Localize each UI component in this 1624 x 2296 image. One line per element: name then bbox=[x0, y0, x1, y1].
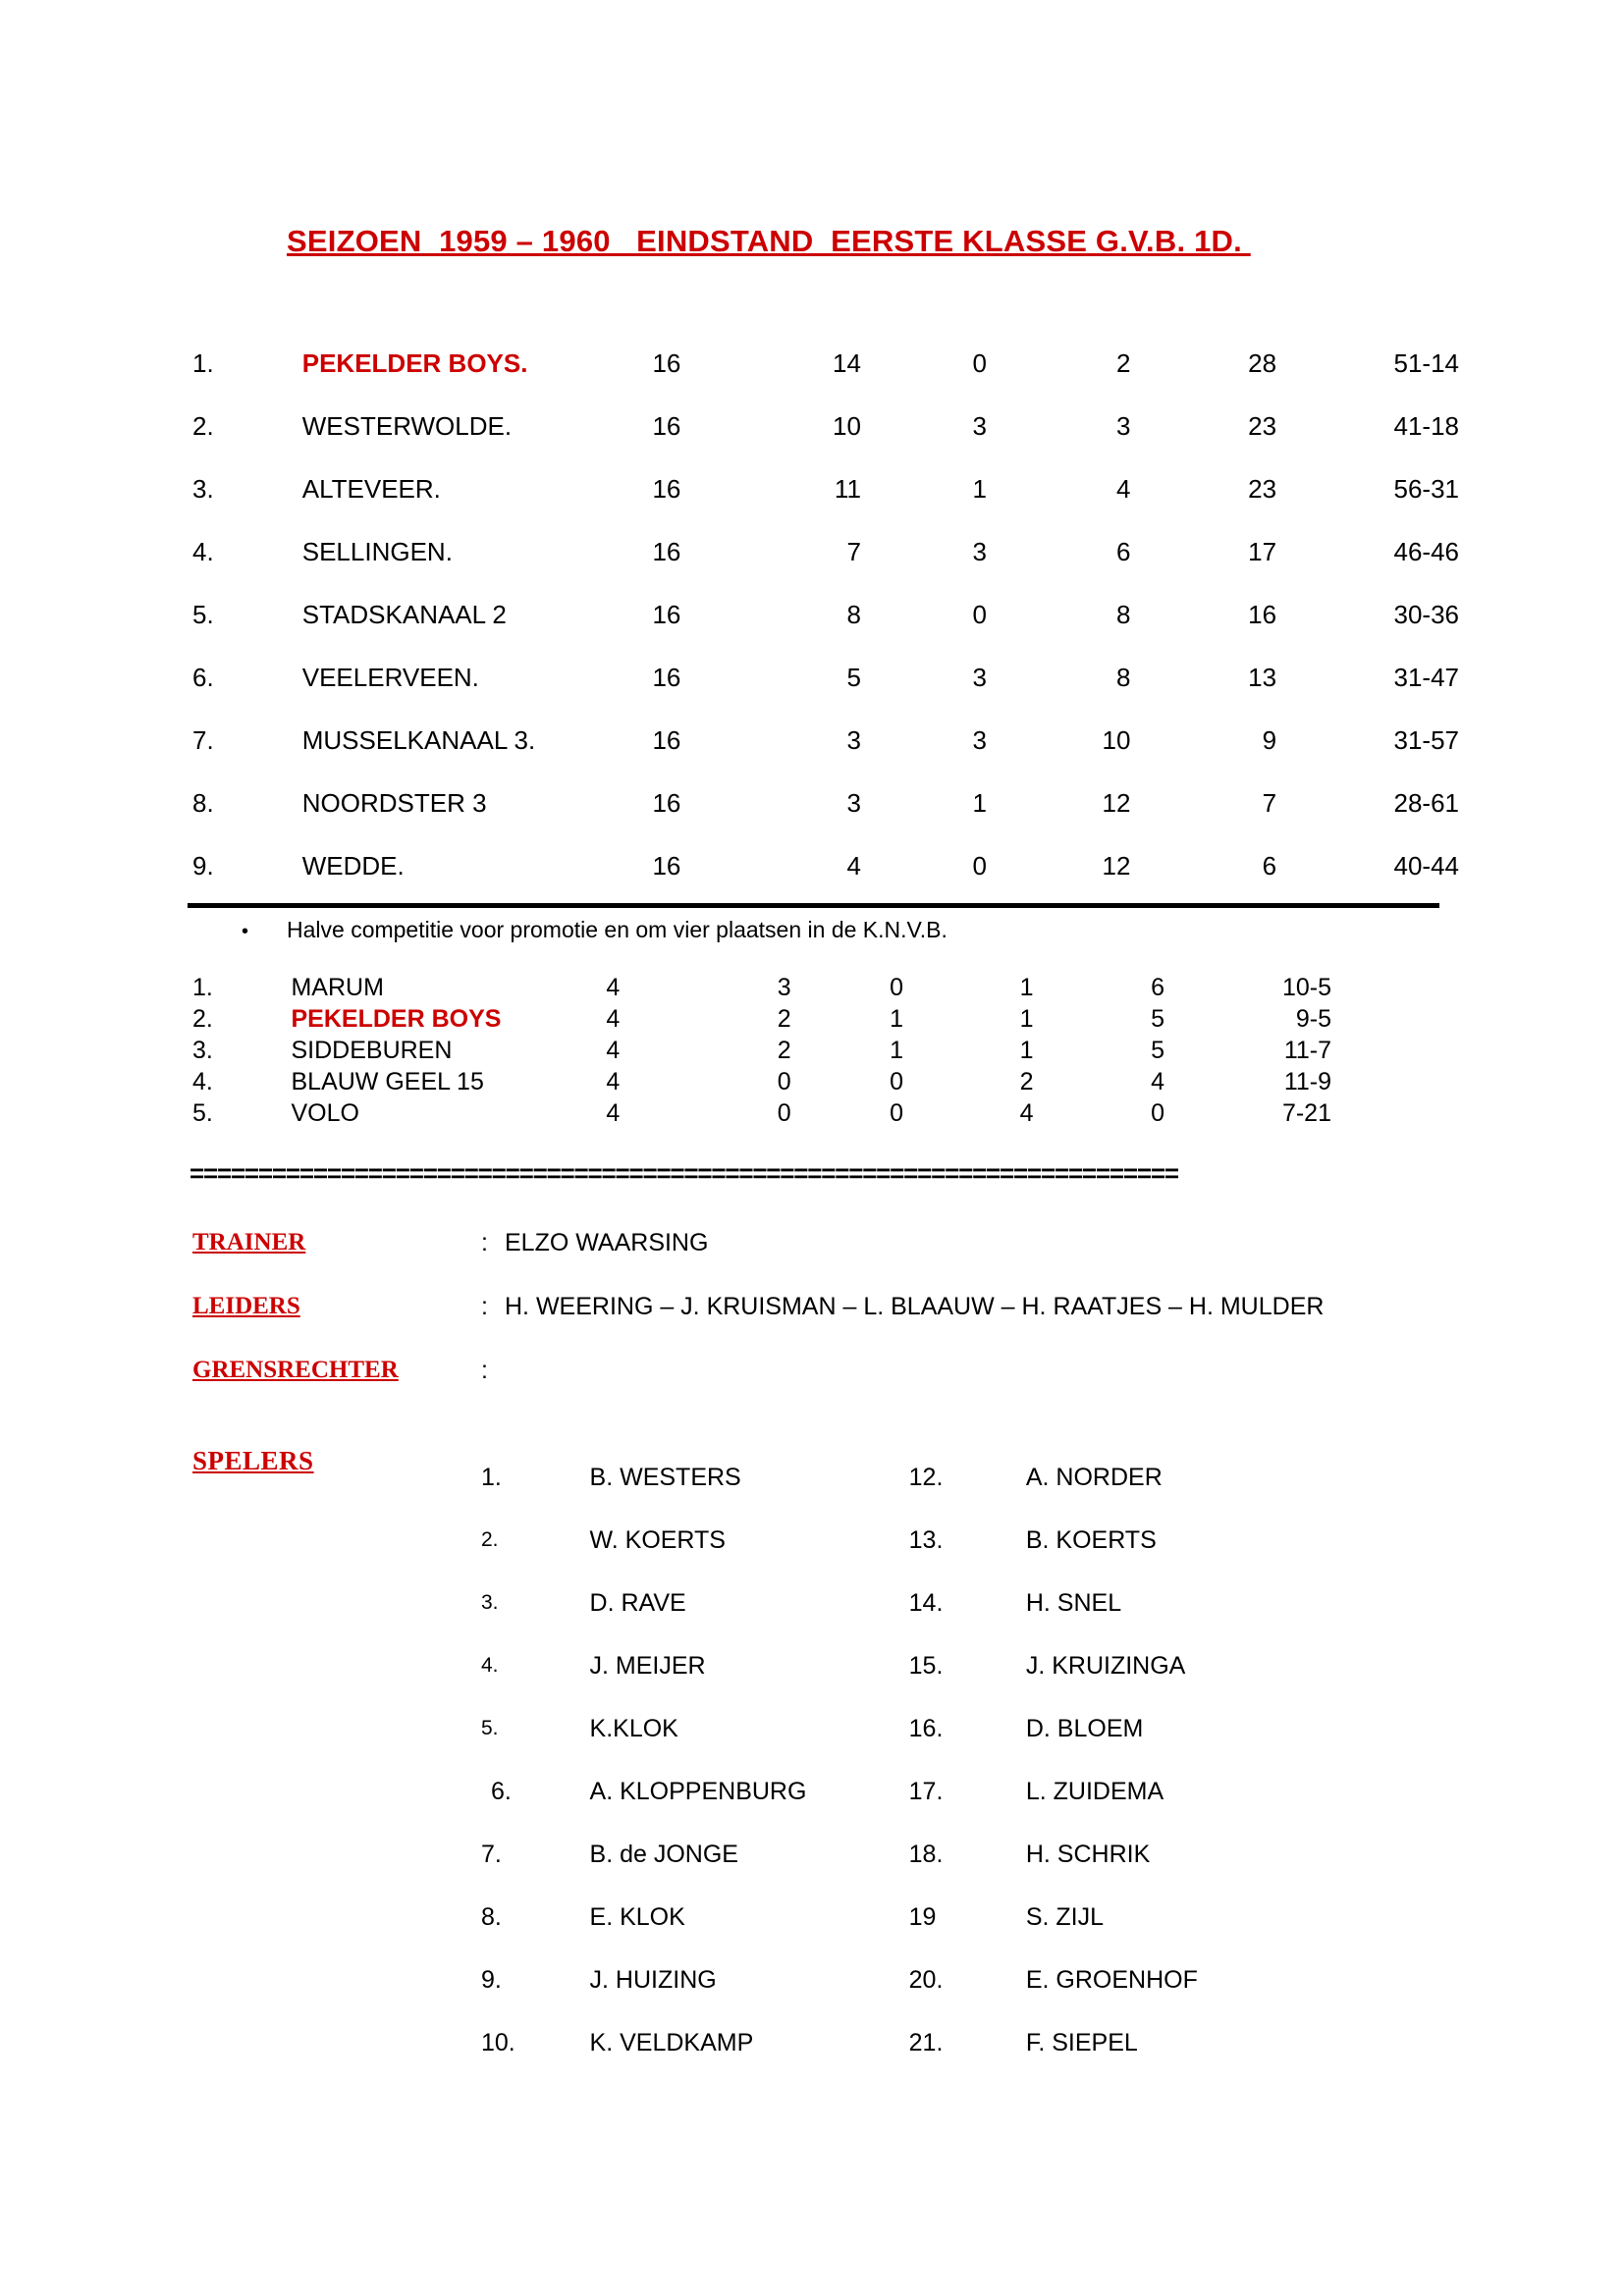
promotion-matches-drawn: 0 bbox=[890, 1099, 904, 1127]
promotion-matches-drawn: 0 bbox=[890, 1068, 904, 1095]
standings-position: 4. bbox=[192, 536, 214, 566]
standings-points: 13 bbox=[1248, 662, 1277, 692]
player-number-right: 13. bbox=[908, 1525, 944, 1554]
trainer-colon: : bbox=[481, 1229, 488, 1256]
player-number-left: 2. bbox=[481, 1528, 499, 1551]
player-name-right: E. GROENHOF bbox=[1025, 1965, 1198, 1994]
standings-matches-drawn: 1 bbox=[972, 473, 987, 504]
standings-matches-won: 11 bbox=[834, 473, 861, 504]
promotion-matches-played: 4 bbox=[606, 1005, 621, 1033]
promotion-position: 1. bbox=[192, 974, 213, 1001]
standings-goal-ratio: 31-47 bbox=[1393, 662, 1459, 692]
standings-goal-ratio: 31-57 bbox=[1393, 724, 1459, 755]
standings-matches-lost: 6 bbox=[1115, 536, 1131, 566]
standings-position: 5. bbox=[192, 599, 214, 629]
promotion-goal-ratio: 11-7 bbox=[1283, 1037, 1331, 1064]
standings-position: 8. bbox=[192, 787, 214, 818]
standings-matches-played: 16 bbox=[652, 347, 681, 378]
player-name-left: D. RAVE bbox=[589, 1588, 686, 1617]
promotion-points: 5 bbox=[1151, 1005, 1164, 1033]
standings-matches-played: 16 bbox=[652, 787, 681, 818]
promotion-points: 6 bbox=[1151, 974, 1164, 1001]
final-standings-table bbox=[192, 332, 1459, 897]
promotion-matches-lost: 2 bbox=[1019, 1068, 1034, 1095]
table-row bbox=[192, 1003, 1331, 1035]
standings-matches-played: 16 bbox=[652, 724, 681, 755]
standings-team-name: MUSSELKANAAL 3. bbox=[301, 724, 536, 755]
player-name-left: B. de JONGE bbox=[589, 1840, 738, 1868]
promotion-note-text: Halve competitie voor promotie en om vier plaatsen in de K.N.V.B. bbox=[287, 917, 947, 942]
promotion-matches-drawn: 1 bbox=[890, 1037, 904, 1064]
standings-matches-lost: 3 bbox=[1115, 410, 1131, 441]
table-row bbox=[192, 583, 1459, 646]
standings-matches-lost: 12 bbox=[1102, 850, 1131, 881]
promotion-matches-lost: 4 bbox=[1019, 1099, 1034, 1127]
standings-matches-drawn: 0 bbox=[972, 347, 987, 378]
player-name-right: L. ZUIDEMA bbox=[1025, 1777, 1164, 1805]
grensrechter-colon: : bbox=[481, 1357, 488, 1384]
standings-team-name: WEDDE. bbox=[301, 850, 405, 881]
table-row bbox=[192, 332, 1459, 395]
table-row bbox=[192, 709, 1459, 772]
player-name-left: J. HUIZING bbox=[589, 1965, 717, 1994]
player-row bbox=[481, 1509, 1345, 1572]
player-number-left: 9. bbox=[481, 1965, 502, 1994]
standings-points: 28 bbox=[1248, 347, 1277, 378]
player-number-left: 3. bbox=[481, 1591, 499, 1614]
promotion-points: 4 bbox=[1151, 1068, 1164, 1095]
standings-matches-won: 10 bbox=[833, 410, 861, 441]
promotion-matches-drawn: 0 bbox=[890, 974, 904, 1001]
standings-matches-drawn: 3 bbox=[972, 724, 987, 755]
promotion-position: 5. bbox=[192, 1099, 213, 1127]
standings-matches-lost: 4 bbox=[1115, 473, 1131, 504]
promotion-matches-won: 3 bbox=[777, 974, 791, 1001]
table-row bbox=[192, 646, 1459, 709]
promotion-standings-table bbox=[192, 972, 1331, 1129]
player-row bbox=[481, 1446, 1345, 1509]
players-table bbox=[481, 1446, 1345, 2074]
standings-goal-ratio: 46-46 bbox=[1393, 536, 1459, 566]
player-number-left: 10. bbox=[481, 2028, 515, 2056]
promotion-team-name: MARUM bbox=[291, 974, 384, 1001]
player-row bbox=[481, 1697, 1345, 1760]
player-number-left: 1. bbox=[481, 1463, 502, 1491]
player-name-right: B. KOERTS bbox=[1025, 1525, 1157, 1554]
standings-goal-ratio: 40-44 bbox=[1393, 850, 1459, 881]
player-number-left: 4. bbox=[481, 1654, 499, 1677]
players-label: SPELERS bbox=[192, 1446, 314, 1475]
player-number-left: 8. bbox=[481, 1902, 502, 1931]
player-row bbox=[481, 2011, 1345, 2074]
player-name-right: H. SNEL bbox=[1025, 1588, 1122, 1617]
standings-matches-played: 16 bbox=[652, 662, 681, 692]
player-name-left: A. KLOPPENBURG bbox=[589, 1777, 807, 1805]
standings-matches-lost: 2 bbox=[1115, 347, 1131, 378]
standings-points: 23 bbox=[1248, 473, 1277, 504]
promotion-standings-body bbox=[192, 972, 1331, 1129]
standings-position: 7. bbox=[192, 724, 214, 755]
standings-position: 9. bbox=[192, 850, 214, 881]
player-number-right: 17. bbox=[908, 1777, 944, 1805]
standings-matches-won: 7 bbox=[846, 536, 861, 566]
table-row bbox=[192, 1066, 1331, 1097]
standings-team-name: SELLINGEN. bbox=[301, 536, 453, 566]
promotion-team-name: VOLO bbox=[291, 1099, 359, 1127]
standings-matches-lost: 8 bbox=[1115, 662, 1131, 692]
table-row bbox=[192, 457, 1459, 520]
bullet-icon: • bbox=[242, 921, 249, 942]
promotion-goal-ratio: 11-9 bbox=[1283, 1068, 1331, 1095]
table-row bbox=[192, 1097, 1331, 1129]
player-number-left: 5. bbox=[481, 1717, 499, 1739]
standings-matches-lost: 10 bbox=[1102, 724, 1131, 755]
promotion-matches-won: 0 bbox=[777, 1099, 791, 1127]
final-standings-body bbox=[192, 332, 1459, 897]
standings-team-name: VEELERVEEN. bbox=[301, 662, 479, 692]
standings-matches-won: 14 bbox=[833, 347, 861, 378]
standings-points: 9 bbox=[1262, 724, 1277, 755]
promotion-matches-lost: 1 bbox=[1019, 1037, 1034, 1064]
horizontal-rule bbox=[188, 903, 1439, 908]
leiders-label: LEIDERS bbox=[192, 1293, 300, 1319]
standings-matches-won: 3 bbox=[846, 787, 861, 818]
promotion-matches-won: 2 bbox=[777, 1037, 791, 1064]
standings-matches-played: 16 bbox=[652, 599, 681, 629]
player-name-left: W. KOERTS bbox=[589, 1525, 726, 1554]
standings-matches-drawn: 3 bbox=[972, 410, 987, 441]
table-row bbox=[192, 772, 1459, 834]
standings-points: 7 bbox=[1262, 787, 1277, 818]
player-name-right: D. BLOEM bbox=[1025, 1714, 1144, 1742]
standings-matches-won: 3 bbox=[846, 724, 861, 755]
standings-points: 16 bbox=[1248, 599, 1277, 629]
player-name-right: H. SCHRIK bbox=[1025, 1840, 1151, 1868]
standings-matches-played: 16 bbox=[652, 850, 681, 881]
player-row bbox=[481, 1634, 1345, 1697]
promotion-matches-lost: 1 bbox=[1019, 974, 1034, 1001]
standings-matches-lost: 8 bbox=[1115, 599, 1131, 629]
standings-matches-drawn: 3 bbox=[972, 536, 987, 566]
standings-matches-drawn: 0 bbox=[972, 599, 987, 629]
standings-points: 23 bbox=[1248, 410, 1277, 441]
player-number-right: 15. bbox=[908, 1651, 944, 1680]
player-row bbox=[481, 1949, 1345, 2011]
player-number-right: 18. bbox=[908, 1840, 944, 1868]
promotion-matches-played: 4 bbox=[606, 1037, 621, 1064]
promotion-matches-won: 0 bbox=[777, 1068, 791, 1095]
promotion-note bbox=[242, 917, 947, 943]
standings-team-name: NOORDSTER 3 bbox=[301, 787, 487, 818]
standings-position: 6. bbox=[192, 662, 214, 692]
standings-matches-won: 5 bbox=[846, 662, 861, 692]
standings-goal-ratio: 51-14 bbox=[1393, 347, 1459, 378]
standings-position: 2. bbox=[192, 410, 214, 441]
standings-matches-played: 16 bbox=[652, 536, 681, 566]
standings-position: 1. bbox=[192, 347, 214, 378]
player-row bbox=[481, 1886, 1345, 1949]
promotion-position: 3. bbox=[192, 1037, 213, 1064]
standings-team-name: STADSKANAAL 2 bbox=[301, 599, 507, 629]
standings-matches-played: 16 bbox=[652, 410, 681, 441]
equals-separator: ======================================================================== bbox=[189, 1158, 1178, 1188]
standings-matches-won: 8 bbox=[846, 599, 861, 629]
standings-goal-ratio: 28-61 bbox=[1393, 787, 1459, 818]
player-number-right: 19 bbox=[908, 1902, 937, 1931]
standings-matches-drawn: 1 bbox=[972, 787, 987, 818]
player-name-left: J. MEIJER bbox=[589, 1651, 706, 1680]
standings-matches-drawn: 0 bbox=[972, 850, 987, 881]
standings-team-name: WESTERWOLDE. bbox=[301, 410, 513, 441]
promotion-matches-played: 4 bbox=[606, 974, 621, 1001]
standings-team-name: PEKELDER BOYS. bbox=[301, 347, 528, 378]
table-row bbox=[192, 1035, 1331, 1066]
player-name-left: B. WESTERS bbox=[589, 1463, 741, 1491]
promotion-team-name: BLAUW GEEL 15 bbox=[291, 1068, 484, 1095]
standings-matches-drawn: 3 bbox=[972, 662, 987, 692]
promotion-points: 0 bbox=[1151, 1099, 1164, 1127]
standings-matches-won: 4 bbox=[846, 850, 861, 881]
promotion-matches-drawn: 1 bbox=[890, 1005, 904, 1033]
standings-goal-ratio: 30-36 bbox=[1393, 599, 1459, 629]
player-number-left: 7. bbox=[481, 1840, 502, 1868]
standings-goal-ratio: 41-18 bbox=[1393, 410, 1459, 441]
standings-matches-lost: 12 bbox=[1102, 787, 1131, 818]
player-name-right: F. SIEPEL bbox=[1025, 2028, 1138, 2056]
promotion-team-name: PEKELDER BOYS bbox=[291, 1005, 502, 1033]
table-row bbox=[192, 972, 1331, 1003]
player-name-right: J. KRUIZINGA bbox=[1025, 1651, 1186, 1680]
page-title: SEIZOEN 1959 – 1960 EINDSTAND EERSTE KLASSE G.V.B. 1D. bbox=[287, 224, 1251, 258]
player-number-right: 20. bbox=[908, 1965, 944, 1994]
player-row bbox=[481, 1760, 1345, 1823]
trainer-value: ELZO WAARSING bbox=[505, 1229, 709, 1256]
promotion-matches-lost: 1 bbox=[1019, 1005, 1034, 1033]
player-name-left: E. KLOK bbox=[589, 1902, 685, 1931]
table-row bbox=[192, 395, 1459, 457]
player-name-right: A. NORDER bbox=[1025, 1463, 1163, 1491]
leiders-value: H. WEERING – J. KRUISMAN – L. BLAAUW – H. RAATJES – H. MULDER bbox=[505, 1293, 1325, 1320]
player-name-left: K. VELDKAMP bbox=[589, 2028, 754, 2056]
trainer-label: TRAINER bbox=[192, 1229, 306, 1255]
player-name-left: K.KLOK bbox=[589, 1714, 678, 1742]
standings-team-name: ALTEVEER. bbox=[301, 473, 441, 504]
promotion-matches-played: 4 bbox=[606, 1099, 621, 1127]
standings-goal-ratio: 56-31 bbox=[1393, 473, 1459, 504]
promotion-team-name: SIDDEBUREN bbox=[291, 1037, 453, 1064]
promotion-position: 4. bbox=[192, 1068, 213, 1095]
promotion-matches-won: 2 bbox=[777, 1005, 791, 1033]
promotion-matches-played: 4 bbox=[606, 1068, 621, 1095]
promotion-position: 2. bbox=[192, 1005, 213, 1033]
standings-points: 6 bbox=[1262, 850, 1277, 881]
player-name-right: S. ZIJL bbox=[1025, 1902, 1105, 1931]
player-row bbox=[481, 1823, 1345, 1886]
player-number-left: 6. bbox=[491, 1777, 512, 1805]
player-number-right: 12. bbox=[908, 1463, 944, 1491]
player-number-right: 16. bbox=[908, 1714, 944, 1742]
grensrechter-label: GRENSRECHTER bbox=[192, 1357, 399, 1383]
promotion-goal-ratio: 9-5 bbox=[1295, 1005, 1331, 1033]
standings-position: 3. bbox=[192, 473, 214, 504]
player-number-right: 21. bbox=[908, 2028, 944, 2056]
table-row bbox=[192, 834, 1459, 897]
player-row bbox=[481, 1572, 1345, 1634]
table-row bbox=[192, 520, 1459, 583]
leiders-colon: : bbox=[481, 1293, 488, 1320]
promotion-points: 5 bbox=[1151, 1037, 1164, 1064]
promotion-goal-ratio: 7-21 bbox=[1281, 1099, 1331, 1127]
standings-matches-played: 16 bbox=[652, 473, 681, 504]
promotion-goal-ratio: 10-5 bbox=[1281, 974, 1331, 1001]
standings-points: 17 bbox=[1248, 536, 1277, 566]
player-number-right: 14. bbox=[908, 1588, 944, 1617]
players-body bbox=[481, 1446, 1345, 2074]
